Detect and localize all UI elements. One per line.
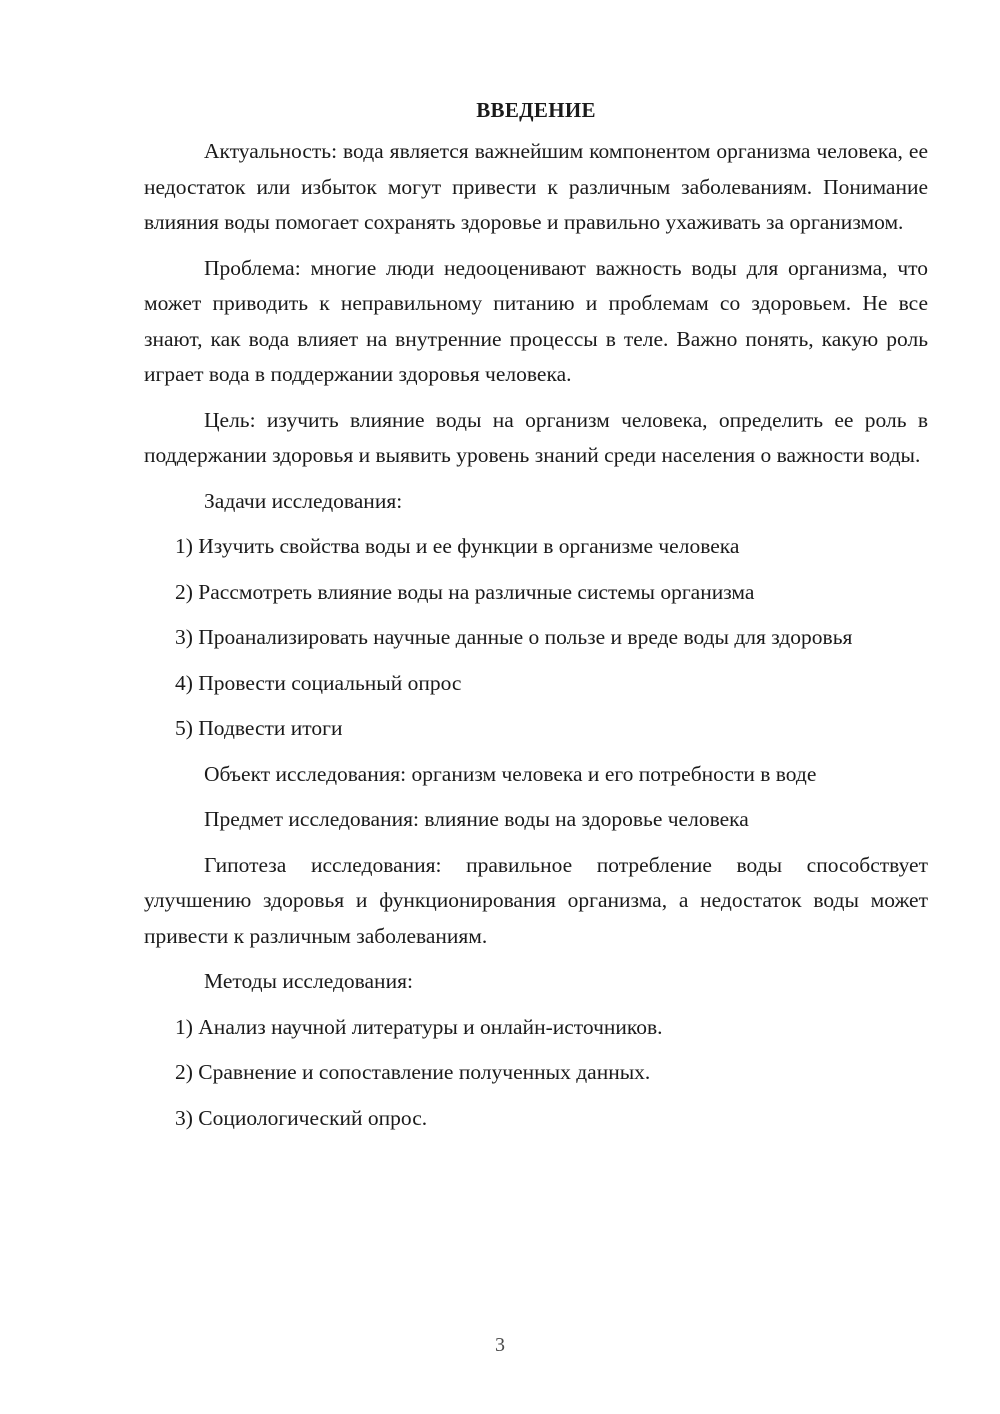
paragraph-goal: Цель: изучить влияние воды на организм человека, определить ее роль в поддержании здоровья и выявить уровень знаний среди населения о важности воды. [144, 407, 928, 467]
methods-item-2: 2) Сравнение и сопоставление полученных данных. [175, 1060, 651, 1084]
research-object: Объект исследования: организм человека и его потребности в воде [204, 761, 817, 786]
paragraph-relevance: Актуальность: вода является важнейшим компонентом организма человека, ее недостаток или избыток могут привести к различным заболеваниям. Понимание влияния воды помогает сохранять здоровье и правильно ухаживать за организмом. [144, 139, 928, 234]
tasks-item-1: 1) Изучить свойства воды и ее функции в организме человека [175, 534, 740, 558]
page-title: ВВЕДЕНИЕ [476, 98, 596, 122]
paragraph-problem: Проблема: многие люди недооценивают важность воды для организма, что может приводить к неправильному питанию и проблемам со здоровьем. Не все знают, как вода влияет на внутренние процессы в теле. Важно понять, какую роль играет вода в поддержании здоровья человека. [144, 255, 928, 386]
page-number: 3 [495, 1334, 505, 1356]
methods-item-1: 1) Анализ научной литературы и онлайн-источников. [175, 1014, 663, 1039]
research-hypothesis: Гипотеза исследования: правильное потребление воды способствует улучшению здоровья и функционирования организма, а недостаток воды может привести к различным заболеваниям. [144, 852, 928, 948]
document-page [144, 92, 928, 1146]
research-subject: Предмет исследования: влияние воды на здоровье человека [204, 807, 749, 831]
methods-item-3: 3) Социологический опрос. [175, 1105, 428, 1130]
tasks-item-4: 4) Провести социальный опрос [175, 670, 462, 695]
methods-title: Методы исследования: [204, 969, 413, 993]
tasks-title: Задачи исследования: [204, 488, 403, 513]
tasks-item-3: 3) Проанализировать научные данные о пользе и вреде воды для здоровья [175, 625, 853, 649]
tasks-item-5: 5) Подвести итоги [175, 716, 343, 740]
tasks-item-2: 2) Рассмотреть влияние воды на различные системы организма [175, 579, 755, 604]
